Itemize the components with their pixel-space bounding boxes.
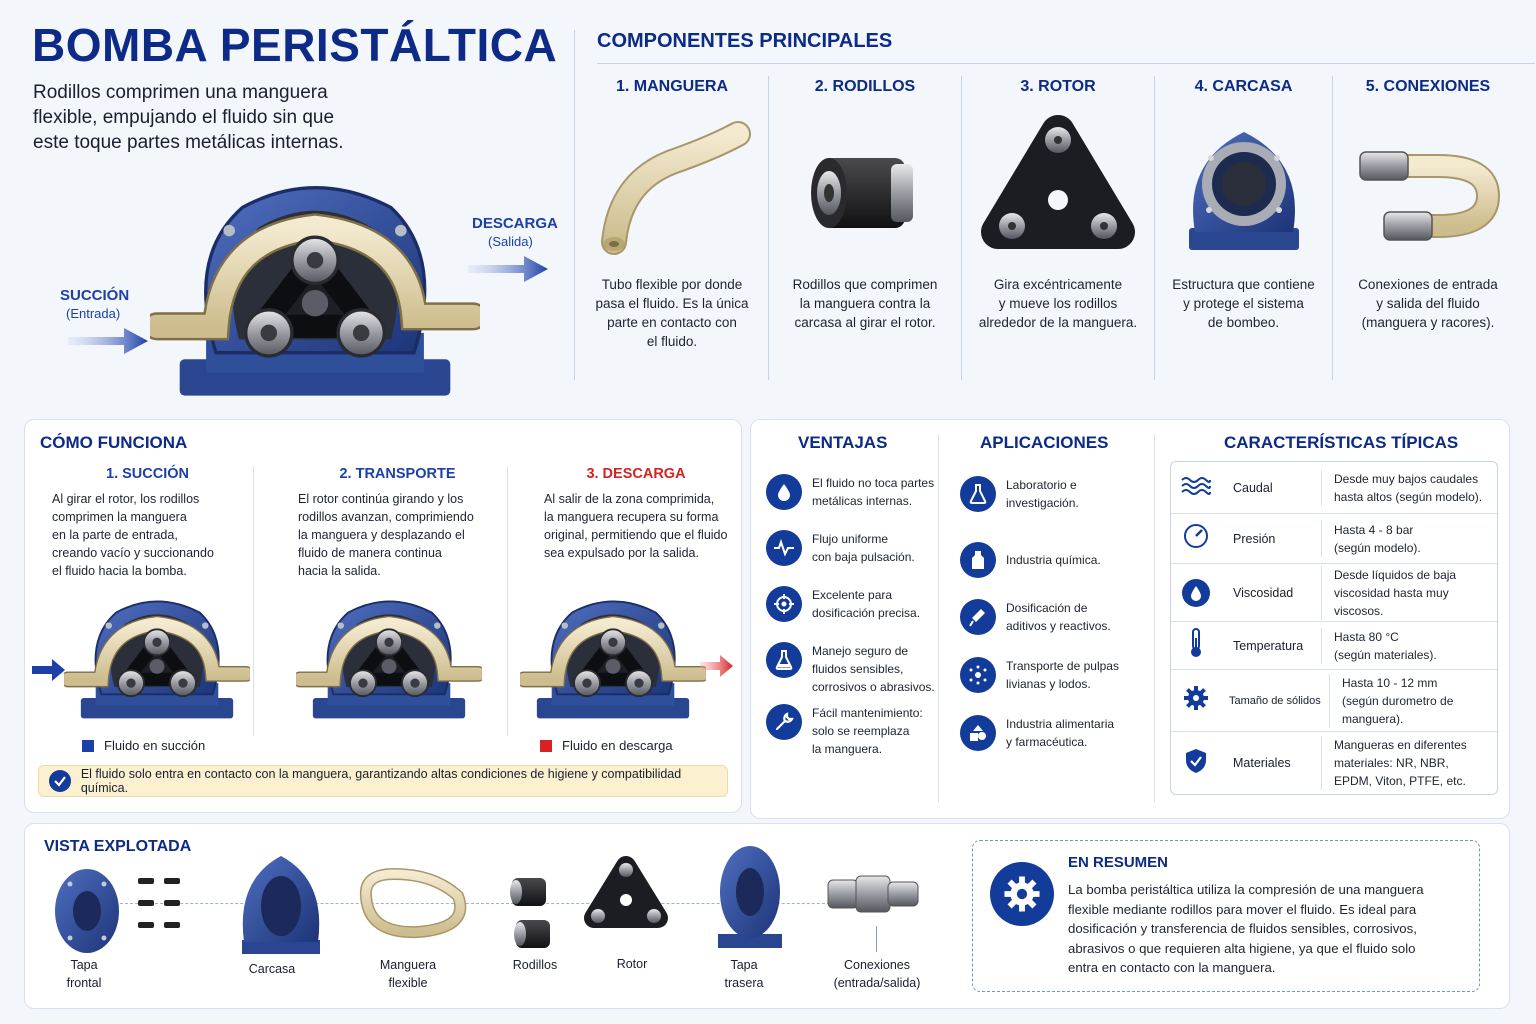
spec-value: Hasta 80 °C (según materiales).: [1321, 628, 1497, 664]
wrench-icon: [766, 704, 802, 740]
food-icon: [960, 715, 996, 751]
flask-icon: [766, 642, 802, 678]
suction-sublabel: (Entrada): [66, 306, 121, 321]
shield-icon: [1171, 748, 1221, 779]
front-cover-illustration: [52, 866, 122, 956]
suction-small-arrow-icon: [32, 658, 66, 682]
step-desc: El rotor continúa girando y los rodillos avanzan, comprimiendo la manguera y desplazando el fluido de manera continua hacia la salida.: [298, 492, 474, 578]
part-label-tapa-frontal: Tapa frontal: [66, 958, 102, 990]
specs-title: CARACTERÍSTICAS TÍPICAS: [1224, 433, 1459, 452]
rotor-illustration: [978, 102, 1138, 262]
connection-part-illustration: [826, 868, 922, 918]
drop-icon: [1171, 579, 1221, 607]
connections-illustration: [1348, 102, 1508, 262]
component-title: 4. CARCASA: [1194, 78, 1293, 95]
advantage-item: El fluido no toca partes metálicas internas.: [766, 474, 936, 530]
bottle-icon: [960, 542, 996, 578]
gear-icon: [1171, 685, 1221, 716]
step-title: 3. DESCARGA: [586, 466, 686, 482]
discharge-sublabel: (Salida): [488, 234, 533, 249]
step-succion: [32, 466, 254, 736]
part-label-tapa-trasera: Tapa trasera: [724, 958, 764, 990]
casing-part-illustration: [236, 850, 326, 960]
spec-row: [1171, 564, 1497, 622]
advantage-item: Fácil mantenimiento: solo se reemplaza la manguera.: [766, 704, 936, 764]
legend-discharge-label: Fluido en descarga: [562, 738, 673, 753]
exploded-title: VISTA EXPLOTADA: [44, 838, 192, 855]
part-label-rodillos: Rodillos: [512, 958, 558, 972]
connection-leader-line: [876, 926, 877, 952]
hose-loop-illustration: [354, 866, 474, 942]
summary-text: La bomba peristáltica utiliza la compresión de una manguera flexible mediante rodillos para mover el fluido. Es ideal para dosificación y transferencia de fluidos sensibles, corrosivos, abrasivos o que requieren alta higiene, ya que el fluido solo entra en contacto con la manguera.: [1068, 882, 1424, 975]
roller-illustration: [785, 102, 945, 262]
spec-value: Hasta 10 - 12 mm (según durometro de manguera).: [1329, 674, 1497, 728]
discharge-small-arrow-icon: [700, 654, 734, 678]
application-item: Industria química.: [960, 532, 1148, 588]
spec-label: Presión: [1233, 531, 1276, 546]
spec-value: Desde líquidos de baja viscosidad hasta muy viscosos.: [1321, 566, 1497, 620]
spec-label: Materiales: [1233, 756, 1291, 770]
components-divider-left: [574, 30, 575, 380]
rotor-part-illustration: [580, 852, 672, 934]
component-desc: Rodillos que comprimen la manguera contra la carcasa al girar el rotor.: [792, 277, 938, 330]
gear-icon: [990, 862, 1054, 926]
component-card-carcasa: [1155, 76, 1333, 380]
application-item: Dosificación de aditivos y reactivos.: [960, 588, 1148, 646]
drop-icon: [766, 474, 802, 510]
how-steps: [32, 466, 736, 736]
advantages-title: VENTAJAS: [798, 433, 888, 452]
step-pump-transporte: [294, 594, 484, 724]
legend-suction-label: Fluido en succión: [104, 738, 206, 753]
divider-ventajas: [938, 434, 939, 802]
spec-value: Mangueras en diferentes materiales: NR, NBR, EPDM, Viton, PTFE, etc.: [1321, 736, 1497, 790]
applications-title: APLICACIONES: [980, 433, 1109, 452]
legend-suction: [82, 738, 205, 753]
step-desc: Al salir de la zona comprimida, la manguera recupera su forma original, permitiendo que el fluido sea expulsado por la salida.: [544, 492, 728, 560]
spec-label: Caudal: [1233, 480, 1273, 495]
divider-aplicaciones: [1154, 434, 1155, 802]
application-item: Transporte de pulpas livianas y lodos.: [960, 646, 1148, 704]
component-desc: Conexiones de entrada y salida del fluido (manguera y racores).: [1358, 277, 1498, 330]
components-title: COMPONENTES PRINCIPALES: [597, 30, 893, 52]
waves-icon: [1171, 475, 1221, 500]
part-label-manguera: Manguera flexible: [379, 958, 437, 990]
suction-label: SUCCIÓN: [60, 287, 130, 304]
discharge-label: DESCARGA: [472, 215, 558, 232]
component-desc: Tubo flexible por donde pasa el fluido. Es la única parte en contacto con el fluido.: [595, 277, 749, 349]
step-pump-descarga: [518, 594, 708, 724]
spec-label: Viscosidad: [1233, 585, 1294, 600]
component-card-manguera: [576, 76, 769, 380]
advantage-item: Excelente para dosificación precisa.: [766, 586, 936, 642]
step-transporte: [254, 466, 508, 736]
specs-table: [1170, 461, 1498, 795]
component-desc: Estructura que contiene y protege el sistema de bombeo.: [1172, 277, 1315, 330]
component-card-rodillos: [769, 76, 962, 380]
pulse-icon: [766, 530, 802, 566]
component-title: 5. CONEXIONES: [1365, 78, 1491, 95]
intro-text: Rodillos comprimen una manguera flexible, empujando el fluido sin que este toque partes metálicas internas.: [33, 82, 344, 153]
step-desc: Al girar el rotor, los rodillos comprimen la manguera en la parte de entrada, creando vacío y succionando el fluido hacia la bomba.: [52, 492, 214, 578]
part-label-carcasa: Carcasa: [248, 962, 296, 976]
component-desc: Gira excéntricamente y mueve los rodillos alrededor de la manguera.: [978, 277, 1138, 330]
dropper-icon: [960, 599, 996, 635]
casing-illustration: [1169, 102, 1319, 262]
particles-icon: [960, 657, 996, 693]
spec-value: Hasta 4 - 8 bar (según modelo).: [1321, 521, 1497, 557]
target-icon: [766, 586, 802, 622]
step-title: 2. TRANSPORTE: [339, 466, 456, 482]
spec-label: Tamaño de sólidos: [1229, 694, 1321, 707]
flask-icon: [960, 476, 996, 512]
part-label-rotor: Rotor: [616, 957, 648, 971]
component-title: 1. MANGUERA: [615, 78, 728, 95]
page-title: BOMBA PERISTÁLTICA: [32, 19, 558, 71]
application-item: Industria alimentaria y farmacéutica.: [960, 704, 1148, 762]
application-item: Laboratorio e investigación.: [960, 476, 1148, 532]
component-title: 3. ROTOR: [1020, 78, 1096, 95]
step-descarga: [508, 466, 736, 736]
step-pump-succion: [62, 594, 252, 724]
advantage-item: Flujo uniforme con baja pulsación.: [766, 530, 936, 586]
component-title: 2. RODILLOS: [814, 78, 916, 95]
step-title: 1. SUCCIÓN: [106, 466, 189, 482]
hose-illustration: [592, 102, 752, 262]
components-grid: [576, 76, 1526, 380]
advantages-list: [766, 474, 936, 764]
components-title-rule: [597, 63, 1535, 64]
legend-swatch-red: [540, 740, 552, 752]
advantage-item: Manejo seguro de fluidos sensibles, corrosivos o abrasivos.: [766, 642, 936, 704]
spec-row: [1171, 732, 1497, 794]
applications-list: [960, 476, 1148, 762]
bolts-illustration: [134, 874, 186, 936]
gauge-icon: [1171, 523, 1221, 554]
summary-title: EN RESUMEN: [1068, 854, 1169, 871]
spec-label: Temperatura: [1233, 638, 1304, 653]
legend-swatch-blue: [82, 740, 94, 752]
spec-row: [1171, 670, 1497, 732]
back-cover-illustration: [714, 842, 786, 954]
hygiene-note: [38, 765, 728, 797]
component-card-conexiones: [1333, 76, 1523, 380]
legend-discharge: [540, 738, 673, 753]
how-title: CÓMO FUNCIONA: [40, 433, 188, 452]
rollers-part-illustration: [506, 874, 562, 954]
spec-row: [1171, 622, 1497, 670]
component-card-rotor: [962, 76, 1155, 380]
spec-row: [1171, 514, 1497, 564]
thermometer-icon: [1171, 628, 1221, 663]
discharge-arrow-icon: [468, 254, 550, 284]
check-icon: [49, 770, 71, 792]
suction-arrow-icon: [68, 326, 150, 356]
part-label-conexiones: Conexiones (entrada/salida): [833, 958, 921, 990]
spec-row: [1171, 462, 1497, 514]
spec-value: Desde muy bajos caudales hasta altos (según modelo).: [1321, 470, 1497, 506]
hygiene-note-text: El fluido solo entra en contacto con la manguera, garantizando altas condiciones de higiene y compatibilidad química.: [80, 767, 682, 795]
hero-pump-illustration: [150, 160, 480, 420]
